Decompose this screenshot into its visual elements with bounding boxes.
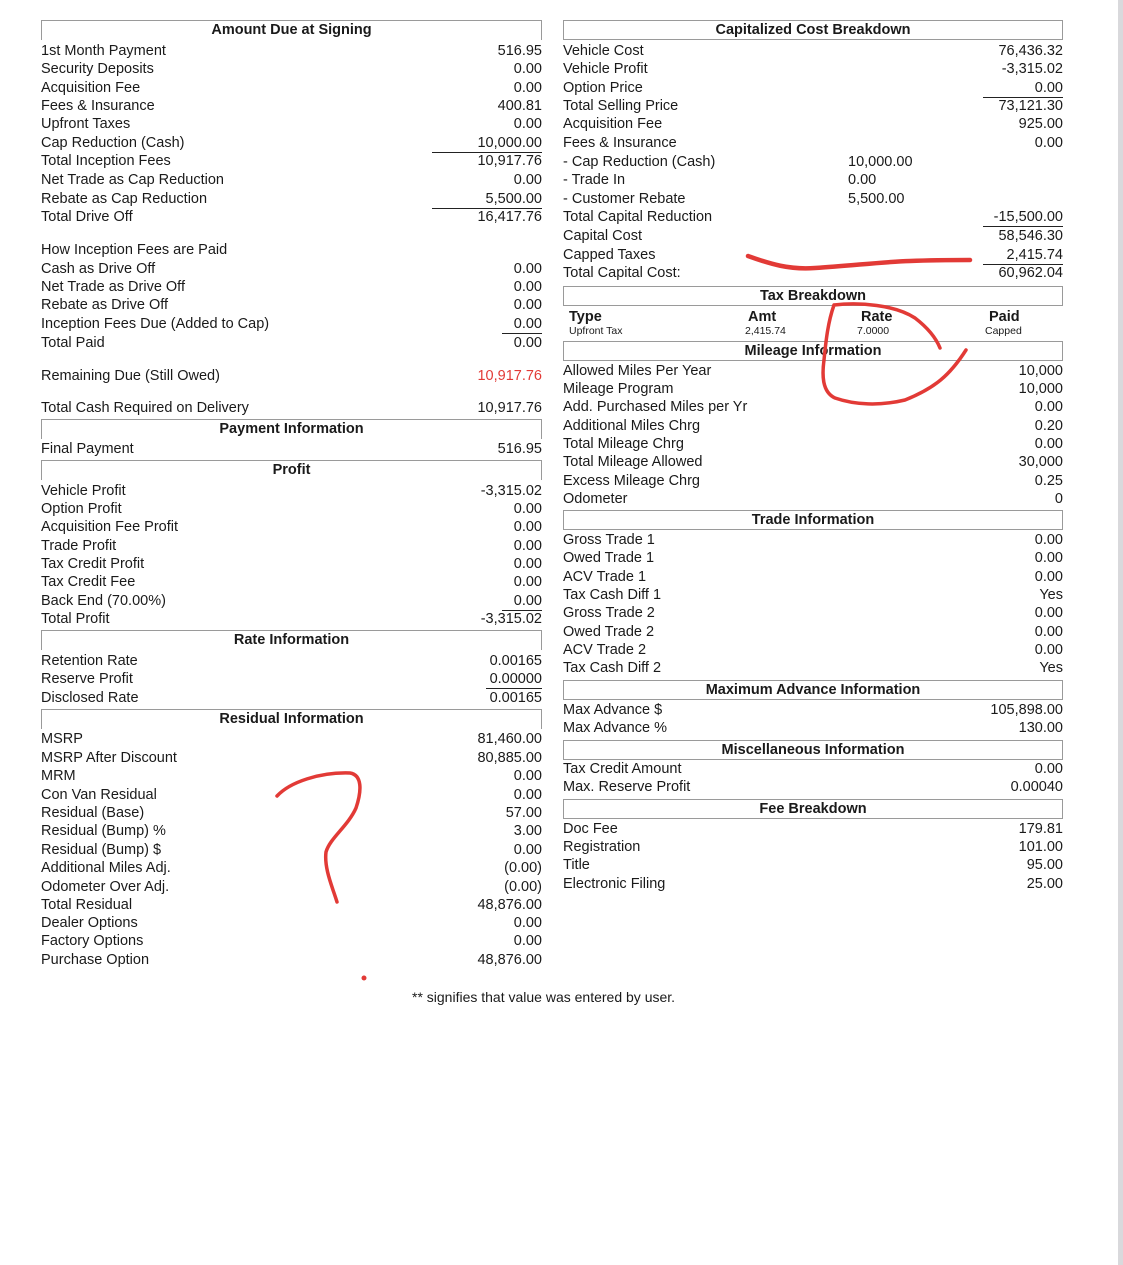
row-value: 0.00 (1034, 569, 1063, 585)
amount-due-header-text: Amount Due at Signing (211, 22, 372, 38)
row-label: Excess Mileage Chrg (563, 473, 700, 489)
row-value: 0.00 (1034, 436, 1063, 452)
row-value: 0.00 (513, 116, 542, 132)
row-value: 101.00 (1018, 839, 1063, 855)
row-value: 2,415.74 (983, 246, 1063, 265)
row-label: Total Drive Off (41, 209, 133, 225)
cap-reduction-subrow (563, 171, 1063, 189)
how-paid-row (41, 278, 542, 296)
row-label: Tax Credit Profit (41, 556, 145, 572)
fee-row (563, 820, 1063, 838)
row-label: Fees & Insurance (41, 98, 155, 114)
residual-row (41, 951, 542, 969)
profit-row (41, 592, 542, 610)
remaining-due-row (41, 367, 542, 385)
cap-cost-row (563, 134, 1063, 152)
row-value: 0.00 (513, 538, 542, 554)
trade-row (563, 623, 1063, 641)
cap-cost-row (563, 246, 1063, 264)
how-paid-title (41, 241, 542, 259)
cap-cost-header (563, 20, 1063, 40)
row-label: Additional Miles Chrg (563, 418, 701, 434)
row-label: MRM (41, 768, 76, 784)
row-label: Dealer Options (41, 915, 138, 931)
row-value: 0.00 (513, 787, 542, 803)
row-value: 0.00 (502, 592, 542, 611)
mileage-row (563, 472, 1063, 490)
residual-row (41, 896, 542, 914)
amount-due-row (41, 97, 542, 115)
residual-row (41, 730, 542, 748)
tax-col-paid: Paid (989, 309, 1020, 325)
row-label: Additional Miles Adj. (41, 860, 171, 876)
row-value: 516.95 (497, 441, 542, 457)
cap-cost-row (563, 264, 1063, 282)
amount-due-row (41, 115, 542, 133)
payment-info-row (41, 440, 542, 458)
row-label: Tax Credit Amount (563, 761, 682, 777)
row-label: Max. Reserve Profit (563, 779, 691, 795)
how-paid-row (41, 260, 542, 278)
row-value: 60,962.04 (998, 265, 1063, 281)
max-advance-header (563, 680, 1063, 700)
row-value: 925.00 (1018, 116, 1063, 132)
row-label: Total Mileage Chrg (563, 436, 684, 452)
tax-breakdown-header (563, 286, 1063, 306)
row-value: 0.00 (513, 279, 542, 295)
tax-col-type: Type (569, 309, 602, 325)
trade-row (563, 586, 1063, 604)
row-label: Allowed Miles Per Year (563, 363, 712, 379)
profit-row (41, 500, 542, 518)
row-label: Cap Reduction (Cash) (41, 135, 185, 151)
how-paid-row (41, 296, 542, 314)
row-label: - Cap Reduction (Cash) (563, 154, 716, 170)
row-value: 0.00 (1034, 624, 1063, 640)
residual-row (41, 914, 542, 932)
row-label: MSRP (41, 731, 83, 747)
row-value: 5,500.00 (432, 190, 542, 209)
total-cash-row (41, 399, 542, 417)
max-advance-row (563, 701, 1063, 719)
row-value: Yes (1039, 660, 1063, 676)
row-label: Owed Trade 1 (563, 550, 655, 566)
footer-note: ** signifies that value was entered by user. (412, 989, 676, 1005)
how-paid-title-text: How Inception Fees are Paid (41, 242, 228, 258)
amount-due-row (41, 171, 542, 189)
row-value: 73,121.30 (998, 98, 1063, 114)
row-label: Capped Taxes (563, 247, 656, 263)
max-advance-row (563, 719, 1063, 737)
row-value: 0.00 (513, 933, 542, 949)
tax-col-rate: Rate (861, 309, 893, 325)
row-value: 0.00 (513, 61, 542, 77)
how-paid-row (41, 315, 542, 333)
row-label: Gross Trade 2 (563, 605, 655, 621)
row-label: Total Paid (41, 335, 105, 351)
cap-cost-row (563, 115, 1063, 133)
mileage-header (563, 341, 1063, 361)
row-value: 10,000 (1018, 363, 1063, 379)
row-value: 3.00 (513, 823, 542, 839)
row-value: -3,315.02 (1001, 61, 1063, 77)
cap-cost-row (563, 79, 1063, 97)
row-label: Factory Options (41, 933, 144, 949)
row-value: (0.00) (504, 879, 542, 895)
tax-breakdown-header-text: Tax Breakdown (759, 288, 867, 304)
amount-due-row (41, 42, 542, 60)
tax-col-amt: Amt (748, 309, 777, 325)
row-label: Remaining Due (Still Owed) (41, 368, 220, 384)
trade-row (563, 568, 1063, 586)
row-label: Acquisition Fee Profit (41, 519, 179, 535)
cap-cost-row (563, 208, 1063, 226)
row-value: 25.00 (1026, 876, 1063, 892)
row-value: 0.00 (1034, 605, 1063, 621)
row-label: Mileage Program (563, 381, 674, 397)
fee-breakdown-header-text: Fee Breakdown (759, 801, 867, 817)
amount-due-row (41, 152, 542, 170)
cap-reduction-subrow (563, 153, 1063, 171)
mileage-row (563, 490, 1063, 508)
row-value: 0.00 (983, 79, 1063, 98)
amount-due-row (41, 79, 542, 97)
row-label: - Customer Rebate (563, 191, 686, 207)
row-label: Electronic Filing (563, 876, 666, 892)
residual-row (41, 749, 542, 767)
fee-row (563, 875, 1063, 893)
profit-header (41, 460, 542, 480)
row-value: 5,500.00 (848, 191, 905, 207)
row-label: Total Selling Price (563, 98, 679, 114)
tax-paid-value: Capped (985, 325, 1022, 337)
row-label: Upfront Taxes (41, 116, 131, 132)
rate-row (41, 689, 542, 707)
row-label: Total Mileage Allowed (563, 454, 703, 470)
payment-info-header-text: Payment Information (219, 421, 364, 437)
profit-row (41, 573, 542, 591)
row-value: 10,000 (1018, 381, 1063, 397)
row-value: 0.25 (1034, 473, 1063, 489)
trade-info-header-text: Trade Information (751, 512, 875, 528)
row-value: 30,000 (1018, 454, 1063, 470)
rate-info-header-text: Rate Information (233, 632, 350, 648)
row-value: 0.00 (513, 335, 542, 351)
row-label: Total Inception Fees (41, 153, 171, 169)
row-value: 0.00 (513, 261, 542, 277)
row-label: Cash as Drive Off (41, 261, 156, 277)
row-label: Rebate as Cap Reduction (41, 191, 208, 207)
cap-reduction-subrow (563, 190, 1063, 208)
row-value: 0.00 (1034, 399, 1063, 415)
row-label: Owed Trade 2 (563, 624, 655, 640)
row-label: Net Trade as Drive Off (41, 279, 185, 295)
row-value: 95.00 (1026, 857, 1063, 873)
row-value: 10,000.00 (432, 134, 542, 153)
misc-row (563, 760, 1063, 778)
row-value: 0.00000 (486, 670, 542, 689)
profit-row (41, 610, 542, 628)
mileage-row (563, 362, 1063, 380)
trade-info-header (563, 510, 1063, 530)
rate-info-header (41, 630, 542, 650)
row-value: 0 (1054, 491, 1063, 507)
residual-row (41, 859, 542, 877)
profit-row (41, 482, 542, 500)
row-value: 0.00165 (489, 653, 542, 669)
residual-row (41, 822, 542, 840)
row-value: 0.00 (1034, 550, 1063, 566)
trade-row (563, 659, 1063, 677)
row-value: 0.00 (513, 915, 542, 931)
row-label: Residual (Bump) % (41, 823, 166, 839)
residual-row (41, 767, 542, 785)
row-value: 516.95 (497, 43, 542, 59)
residual-row (41, 878, 542, 896)
row-label: 1st Month Payment (41, 43, 166, 59)
row-value: -3,315.02 (480, 611, 542, 627)
amount-due-row (41, 190, 542, 208)
fee-breakdown-header (563, 799, 1063, 819)
row-value: 0.00040 (1010, 779, 1063, 795)
row-label: Total Cash Required on Delivery (41, 400, 249, 416)
mileage-row (563, 398, 1063, 416)
row-value: 0.00 (1034, 532, 1063, 548)
row-value: -3,315.02 (480, 483, 542, 499)
row-label: Capital Cost (563, 228, 642, 244)
fee-row (563, 856, 1063, 874)
profit-row (41, 537, 542, 555)
row-label: Tax Cash Diff 1 (563, 587, 662, 603)
row-label: - Trade In (563, 172, 626, 188)
mileage-row (563, 453, 1063, 471)
row-value: 0.00 (848, 172, 877, 188)
row-label: Total Capital Reduction (563, 209, 713, 225)
cap-cost-row (563, 227, 1063, 245)
amount-due-header (41, 20, 542, 40)
fee-row (563, 838, 1063, 856)
row-value: 0.00 (513, 172, 542, 188)
profit-row (41, 518, 542, 536)
row-value: 0.00 (1034, 761, 1063, 777)
row-label: Reserve Profit (41, 671, 133, 687)
mileage-row (563, 435, 1063, 453)
row-label: Net Trade as Cap Reduction (41, 172, 224, 188)
amount-due-row (41, 208, 542, 226)
row-label: Fees & Insurance (563, 135, 677, 151)
row-value: 0.20 (1034, 418, 1063, 434)
row-value: 0.00 (513, 842, 542, 858)
row-label: Retention Rate (41, 653, 138, 669)
row-label: ACV Trade 2 (563, 642, 647, 658)
row-label: Vehicle Cost (563, 43, 644, 59)
trade-row (563, 604, 1063, 622)
row-value: 0.00 (1034, 642, 1063, 658)
row-value: 0.00 (513, 297, 542, 313)
row-label: Vehicle Profit (41, 483, 126, 499)
row-label: Option Price (563, 80, 643, 96)
tax-amt-value: 2,415.74 (745, 325, 786, 337)
rate-row (41, 670, 542, 688)
row-value: 58,546.30 (998, 228, 1063, 244)
residual-info-header (41, 709, 542, 729)
mileage-row (563, 380, 1063, 398)
row-value: 0.00 (513, 80, 542, 96)
row-value: Yes (1039, 587, 1063, 603)
row-label: Con Van Residual (41, 787, 157, 803)
row-value: 130.00 (1018, 720, 1063, 736)
cap-cost-row (563, 97, 1063, 115)
row-label: Option Profit (41, 501, 122, 517)
row-label: Final Payment (41, 441, 134, 457)
trade-row (563, 531, 1063, 549)
row-value: 80,885.00 (477, 750, 542, 766)
row-label: Rebate as Drive Off (41, 297, 169, 313)
page-edge-shadow (1118, 0, 1123, 1265)
row-value: 400.81 (497, 98, 542, 114)
row-label: Acquisition Fee (563, 116, 663, 132)
row-label: Max Advance % (563, 720, 667, 736)
row-label: ACV Trade 1 (563, 569, 647, 585)
amount-due-row (41, 60, 542, 78)
row-value: 0.00 (513, 519, 542, 535)
row-value: 16,417.76 (477, 209, 542, 225)
cap-cost-row (563, 42, 1063, 60)
amount-due-row (41, 134, 542, 152)
row-value: 0.00 (513, 501, 542, 517)
row-label: Title (563, 857, 590, 873)
row-label: Registration (563, 839, 641, 855)
row-label: Inception Fees Due (Added to Cap) (41, 316, 270, 332)
row-value: 48,876.00 (477, 897, 542, 913)
row-label: Odometer Over Adj. (41, 879, 170, 895)
profit-header-text: Profit (272, 462, 311, 478)
row-value: 10,000.00 (848, 154, 913, 170)
row-value: 10,917.76 (477, 400, 542, 416)
residual-info-header-text: Residual Information (219, 711, 364, 727)
residual-row (41, 932, 542, 950)
row-label: Disclosed Rate (41, 690, 139, 706)
row-label: Tax Credit Fee (41, 574, 136, 590)
row-value: 0.00 (513, 768, 542, 784)
row-value: 0.00 (513, 574, 542, 590)
mileage-row (563, 417, 1063, 435)
row-value: 81,460.00 (477, 731, 542, 747)
residual-row (41, 804, 542, 822)
cap-cost-row (563, 60, 1063, 78)
row-label: Add. Purchased Miles per Yr (563, 399, 748, 415)
mileage-header-text: Mileage Information (744, 343, 882, 359)
residual-row (41, 841, 542, 859)
max-advance-header-text: Maximum Advance Information (705, 682, 921, 698)
misc-info-header (563, 740, 1063, 760)
row-value: -15,500.00 (983, 208, 1063, 227)
row-label: Tax Cash Diff 2 (563, 660, 662, 676)
row-value: 57.00 (505, 805, 542, 821)
row-label: Total Profit (41, 611, 110, 627)
row-value: 76,436.32 (998, 43, 1063, 59)
rate-row (41, 652, 542, 670)
row-label: Max Advance $ (563, 702, 663, 718)
row-label: Back End (70.00%) (41, 593, 166, 609)
row-value: 0.00165 (489, 690, 542, 706)
row-value: (0.00) (504, 860, 542, 876)
row-label: Residual (Base) (41, 805, 145, 821)
row-value: 179.81 (1018, 821, 1063, 837)
row-label: Acquisition Fee (41, 80, 141, 96)
row-label: Doc Fee (563, 821, 618, 837)
row-value: 0.00 (502, 315, 542, 334)
cap-cost-header-text: Capitalized Cost Breakdown (715, 22, 911, 38)
profit-row (41, 555, 542, 573)
row-value: 0.00 (513, 556, 542, 572)
row-label: Total Residual (41, 897, 133, 913)
row-value: 10,917.76 (477, 153, 542, 169)
row-label: Odometer (563, 491, 628, 507)
row-label: Residual (Bump) $ (41, 842, 162, 858)
row-label: Gross Trade 1 (563, 532, 655, 548)
payment-info-header (41, 419, 542, 439)
row-value: 0.00 (1034, 135, 1063, 151)
row-value: 105,898.00 (990, 702, 1063, 718)
row-label: Security Deposits (41, 61, 154, 77)
row-label: Vehicle Profit (563, 61, 648, 77)
tax-type-value: Upfront Tax (569, 325, 623, 337)
remaining-due-value: 10,917.76 (477, 368, 542, 384)
trade-row (563, 641, 1063, 659)
residual-row (41, 786, 542, 804)
row-value: 48,876.00 (477, 952, 542, 968)
misc-info-header-text: Miscellaneous Information (721, 742, 905, 758)
row-label: Trade Profit (41, 538, 117, 554)
how-paid-row (41, 334, 542, 352)
row-label: MSRP After Discount (41, 750, 177, 766)
tax-rate-value: 7.0000 (857, 325, 890, 337)
trade-row (563, 549, 1063, 567)
row-label: Purchase Option (41, 952, 150, 968)
row-label: Total Capital Cost: (563, 265, 681, 281)
misc-row (563, 778, 1063, 796)
